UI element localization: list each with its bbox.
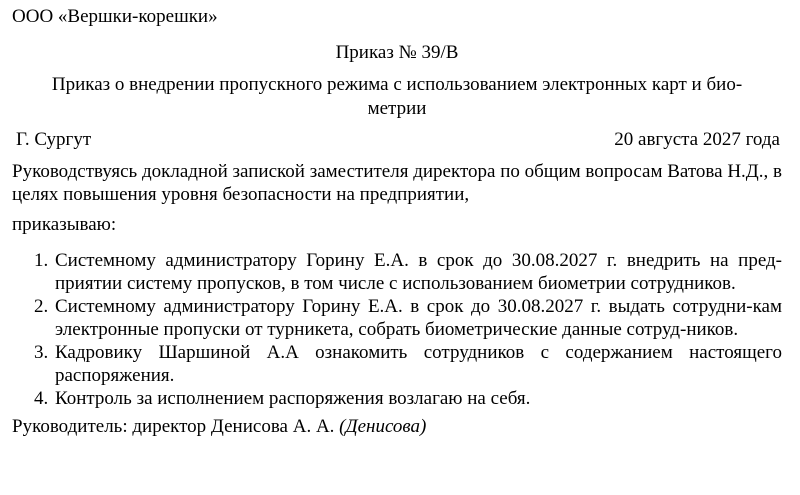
order-item — [12, 295, 782, 341]
order-title-line-2: метрии — [367, 98, 427, 119]
order-number: Приказ № 39/В — [335, 42, 459, 63]
order-title — [12, 73, 782, 121]
order-item-number: 4. — [34, 388, 49, 409]
signature-line — [12, 416, 782, 438]
order-item-number: 2. — [34, 296, 49, 317]
order-item-text: Системному администратору Горину Е.А. в срок до 30.08.2027 г. внедрить на пред-приятии систему пропусков, в том числе с использованием биометрии сотрудников. — [55, 250, 782, 294]
order-date: 20 августа 2027 года — [614, 129, 780, 150]
order-item-text: Кадровику Шаршиной А.А ознакомить сотрудников с содержанием настоящего распоряжения. — [55, 342, 782, 386]
order-title-line-1: Приказ о внедрении пропускного режима с использованием электронных карт и био- — [51, 74, 743, 95]
city: Г. Сургут — [16, 129, 92, 150]
organization-name: ООО «Вершки-корешки» — [12, 6, 218, 27]
preamble-paragraph: Руководствуясь докладной запиской заместителя директора по общим вопросам Ватова Н.Д., в целях повышения уровня безопасности на предприятии, — [12, 161, 782, 205]
place-and-date — [12, 129, 782, 151]
order-item-text: Контроль за исполнением распоряжения возлагаю на себя. — [55, 388, 531, 409]
order-item — [12, 387, 782, 410]
order-items-list — [12, 249, 782, 410]
order-item — [12, 341, 782, 387]
handwritten-signature: (Денисова) — [339, 416, 427, 437]
decree-word: приказываю: — [12, 214, 117, 235]
order-item-number: 3. — [34, 342, 49, 363]
order-document — [12, 6, 782, 438]
order-item-text: Системному администратору Горину Е.А. в срок до 30.08.2027 г. выдать сотрудни-кам электронные пропуски от турникета, собрать биометрические данные сотруд-ников. — [55, 296, 782, 340]
order-item-number: 1. — [34, 250, 49, 271]
order-item — [12, 249, 782, 295]
signature-label: Руководитель: директор Денисова А. А. — [12, 416, 335, 437]
